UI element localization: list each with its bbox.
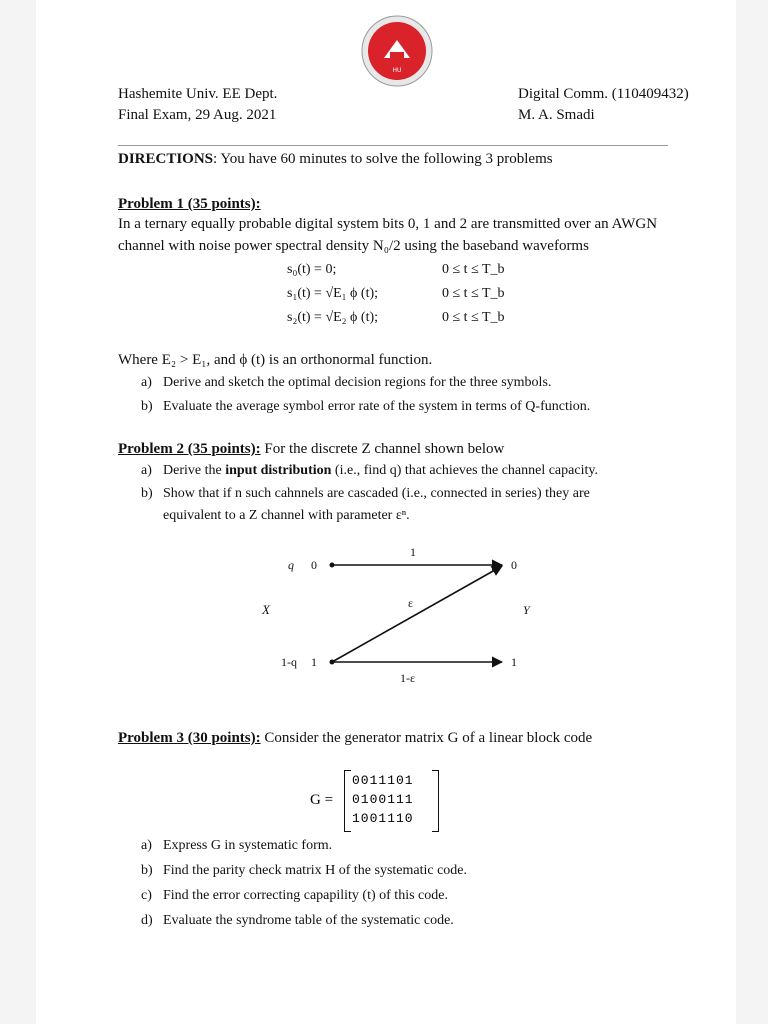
problem3-intro: Consider the generator matrix G of a linear block code <box>260 730 593 746</box>
part-text: Find the error correcting capapility (t) of this code. <box>163 888 448 903</box>
waveform-s1: s₁(t) = √E₁ ϕ (t); <box>287 286 379 301</box>
problem2-part-b-line2: equivalent to a Z channel with parameter εⁿ. <box>163 508 410 523</box>
seal-text: HU <box>392 67 402 74</box>
problem3-heading <box>118 730 592 747</box>
transition-1-to-0 <box>332 566 502 662</box>
x-label: X <box>262 602 270 617</box>
part-label: a) <box>141 838 152 853</box>
directions <box>118 151 553 168</box>
problem1-where: Where E₂ > E₁, and ϕ (t) is an orthonormal function. <box>118 352 433 368</box>
part-text: Show that if n such cahnnels are cascaded (i.e., connected in series) they are <box>163 486 590 501</box>
part-label: b) <box>141 863 153 878</box>
part-text: Find the parity check matrix H of the systematic code. <box>163 863 468 878</box>
matrix-left-bracket <box>344 770 351 832</box>
part-label: a) <box>141 463 152 478</box>
problem1-part-a <box>141 375 551 391</box>
waveform-s1-range: 0 ≤ t ≤ T_b <box>442 286 505 301</box>
header-divider <box>118 145 668 146</box>
problem1-title: Problem 1 (35 points): <box>118 196 261 212</box>
prob-q-label: q <box>288 558 294 572</box>
y-label: Y <box>523 603 530 617</box>
part-label: a) <box>141 375 152 390</box>
part-label: b) <box>141 486 153 501</box>
part-text: Express G in systematic form. <box>163 838 333 853</box>
matrix-row: 1001110 <box>352 811 414 826</box>
problem3-part-d <box>141 913 454 929</box>
part-label: b) <box>141 399 153 414</box>
matrix-right-bracket <box>432 770 439 832</box>
problem2-heading <box>118 441 504 458</box>
directions-label: DIRECTIONS <box>118 151 214 167</box>
problem3-part-a <box>141 838 332 854</box>
part-text-pre: Derive the <box>163 463 226 478</box>
prob-top-label: 1 <box>410 545 416 559</box>
problem2-intro: For the discrete Z channel shown below <box>260 441 505 457</box>
input-0-label: 0 <box>311 558 317 572</box>
part-text-post: (i.e., find q) that achieves the channel capacity. <box>331 463 598 478</box>
part-text: Evaluate the syndrome table of the systematic code. <box>163 913 454 928</box>
prob-1-epsilon-label: 1-ε <box>400 671 416 685</box>
waveform-s2-range: 0 ≤ t ≤ T_b <box>442 310 505 325</box>
waveform-s0-range: 0 ≤ t ≤ T_b <box>442 262 505 277</box>
problem2-title: Problem 2 (35 points): <box>118 441 261 457</box>
part-label: c) <box>141 888 152 903</box>
problem3-part-c <box>141 888 448 904</box>
output-0-label: 0 <box>511 558 517 572</box>
problem1-text-line1: In a ternary equally probable digital system bits 0, 1 and 2 are transmitted over an AWGN <box>118 216 658 232</box>
header-left-line2: Final Exam, 29 Aug. 2021 <box>118 107 277 123</box>
problem1-part-b <box>141 399 590 415</box>
problem3-part-b <box>141 863 467 879</box>
prob-1-q-label: 1-q <box>281 655 297 669</box>
university-seal-logo <box>360 14 434 88</box>
header-left-line1: Hashemite Univ. EE Dept. <box>118 86 278 102</box>
header-right-line2: M. A. Smadi <box>518 107 595 123</box>
part-text: Evaluate the average symbol error rate of the system in terms of Q-function. <box>163 399 591 414</box>
problem1-text-line2: channel with noise power spectral density N₀/2 using the baseband waveforms <box>118 238 589 254</box>
directions-text: : You have 60 minutes to solve the following 3 problems <box>213 151 553 167</box>
prob-epsilon-label: ε <box>408 596 414 610</box>
matrix-row: 0011101 <box>352 773 414 788</box>
matrix-row: 0100111 <box>352 792 414 807</box>
z-channel-diagram <box>250 540 540 695</box>
waveform-s0: s₀(t) = 0; <box>287 262 337 277</box>
part-text: Derive and sketch the optimal decision regions for the three symbols. <box>163 375 552 390</box>
waveform-s2: s₂(t) = √E₂ ϕ (t); <box>287 310 379 325</box>
header-right-line1: Digital Comm. (110409432) <box>518 86 689 102</box>
input-1-label: 1 <box>311 655 317 669</box>
matrix-rows <box>352 771 414 828</box>
problem2-part-b <box>141 486 590 502</box>
problem3-title: Problem 3 (30 points): <box>118 730 261 746</box>
matrix-label: G = <box>310 792 334 808</box>
problem2-part-a <box>141 463 598 479</box>
output-1-label: 1 <box>511 655 517 669</box>
part-text-bold: input distribution <box>225 463 332 478</box>
part-label: d) <box>141 913 153 928</box>
